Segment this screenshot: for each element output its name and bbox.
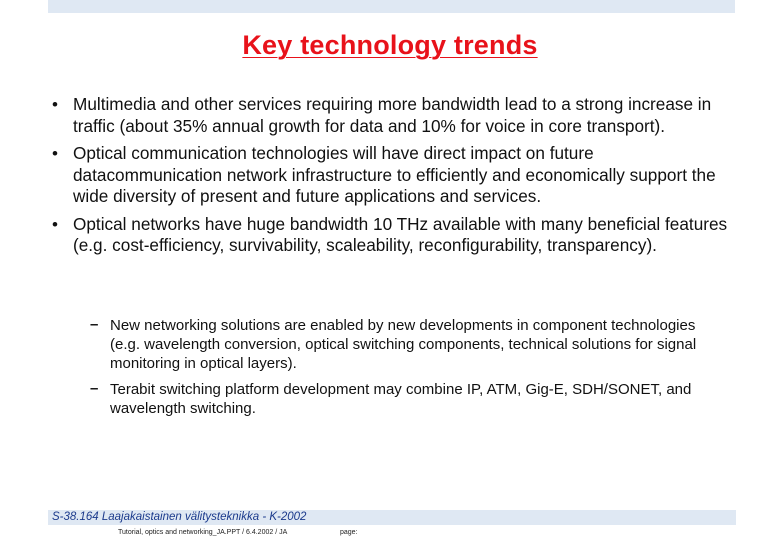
sub-bullet-item (90, 316, 720, 373)
sub-bullet-list (90, 316, 720, 425)
bullet-item (52, 94, 742, 137)
bullet-item (52, 143, 742, 208)
dash-icon: – (90, 316, 99, 333)
footer-page-label: page: (340, 529, 358, 536)
footer-course-name: S-38.164 Laajakaistainen välitysteknikka - K-2002 (52, 511, 307, 523)
footer-file-info: Tutorial, optics and networking_JA.PPT / 6.4.2002 / JA (118, 529, 288, 536)
bullet-list (52, 94, 742, 263)
top-decor-band (48, 0, 735, 13)
bullet-text: Optical communication technologies will have direct impact on future datacommunication network infrastructure to efficiently and economically support the wide diversity of present and future applications and services. (73, 143, 716, 206)
sub-bullet-text: New networking solutions are enabled by new developments in component technologies (e.g. wavelength conversion, optical switching components, technical solutions for signal monitoring in optical layers). (110, 317, 697, 372)
dash-icon: – (90, 380, 99, 397)
bullet-item (52, 214, 742, 257)
bullet-icon: • (52, 95, 58, 114)
bullet-text: Multimedia and other services requiring more bandwidth lead to a strong increase in traffic (about 35% annual growth for data and 10% for voice in core transport). (73, 94, 712, 136)
slide-title: Key technology trends (242, 30, 538, 60)
bullet-icon: • (52, 144, 58, 163)
bullet-icon: • (52, 214, 58, 234)
sub-bullet-item (90, 380, 720, 418)
bullet-text: Optical networks have huge bandwidth 10 THz available with many beneficial features (e.g. cost-efficiency, survivability, scaleability, reconfigurability, transparency). (73, 213, 728, 255)
sub-bullet-text: Terabit switching platform development may combine IP, ATM, Gig-E, SDH/SONET, and wavelength switching. (110, 381, 692, 417)
